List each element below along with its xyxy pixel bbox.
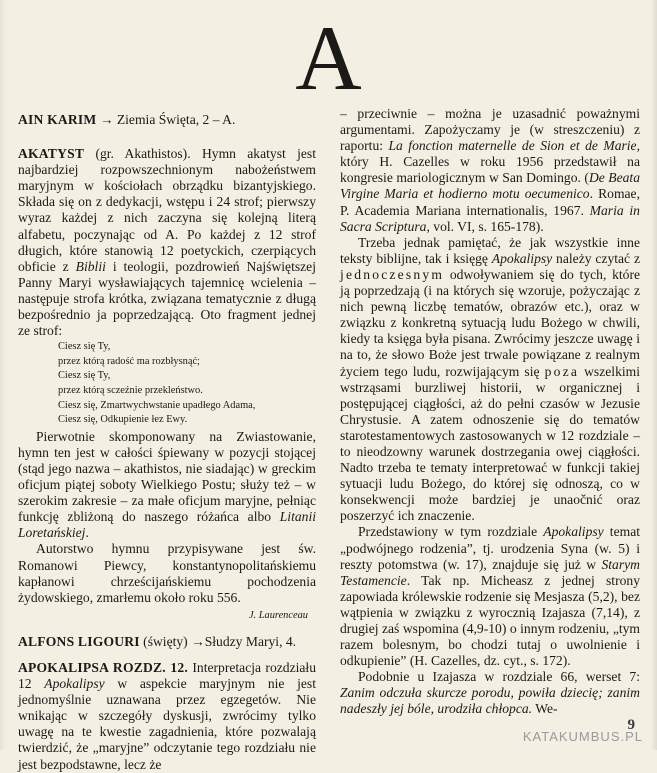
- entry-emphasis: Apokalipsy: [44, 676, 105, 692]
- entry-emphasis: Biblii: [75, 258, 106, 274]
- entry-head: AKATYST: [18, 146, 85, 162]
- watermark: KATAKUMBUS.PL: [522, 729, 643, 744]
- entry-text: Słudzy Maryi, 4.: [204, 633, 297, 649]
- paragraph-text: należy czytać z: [552, 250, 640, 266]
- paragraph-text: wszelkimi wstrząsami burzliwej historii, w organicznej i postępującej ciągłości, aż do pełni czasów w Jezusie Chrystusie. A zatem odnoszenie się do tematów starotestamentowych zastosowanych w 12 rozdziale – to nieodzowny warunek dostrzegania owej ciągłości. Nadto trzeba te tematy interpretować w funkcji takiej sytuacji ludu Bożego, do której się odnoszą, co w konsekwencji może bardziej je unaočnić oraz poszerzyć ich znaczenie.: [340, 363, 640, 524]
- section-letter: A: [295, 7, 362, 109]
- citation-title: Maria in Sacra Scriptura: [340, 202, 640, 234]
- poem-line: Ciesz się, Zmartwychwstanie upadłego Adama,: [58, 399, 256, 411]
- bible-quote: Zanim odczuła skurcze porodu, powiła dziecię; zanim nadeszły jej bóle, urodziła chłopca.: [340, 685, 640, 717]
- page-shadow-right: [651, 0, 657, 750]
- cross-reference-arrow: →: [99, 112, 114, 127]
- cross-reference-arrow: →: [191, 633, 205, 649]
- spaced-emphasis: jednoczesnym: [340, 266, 445, 282]
- page-number: 9: [627, 717, 635, 733]
- poem-line: Ciesz się, Odkupienie łez Ewy.: [58, 414, 188, 426]
- entry-head: ALFONS LIGOURI: [18, 633, 140, 649]
- paragraph-text: Trzeba jednak pamiętać, że jak wszystkie inne teksty biblijne, tak i księgę: [340, 234, 640, 266]
- entry-apokalipsa: [18, 660, 316, 773]
- paragraph: [340, 106, 640, 235]
- entry-text: Ziemia Święta, 2 – A.: [113, 112, 236, 127]
- citation-title: De Beata Virgine Maria et hodierno motu oecumenico: [340, 170, 640, 202]
- paragraph-text: .: [85, 525, 89, 541]
- entry-emphasis: Apokalipsy: [543, 524, 604, 540]
- paragraph-text: temat „podwójnego rodzenia”, tj. urodzenia Syna (w. 5) i reszty potomstwa (w. 17), znajduje się już w: [340, 524, 640, 572]
- entry-emphasis: Starym Testamencie: [340, 556, 640, 588]
- entry-ain-karim: [18, 112, 316, 128]
- entry-text: i teologii, pozdrowień Najświętszej Panny Maryi wysławiających tajemnicę wcielenia – następuje strofa krótka, związana tematycznie z długą bezpośrednio ja poprzedzającą. Oto fragment jednej ze strof:: [18, 258, 316, 339]
- paragraph: [18, 429, 316, 542]
- entry-text: (gr. Akathistos). Hymn akatyst jest najbardziej rozpowszechnionym nabożeństwem maryjnym w kościołach obrządku bizantyjskiego. Składa się on z dedykacji, wstępu i 24 strof; pierwszy wyraz każdej z nich zaczyna się kolejną literą alfabetu, poczynając od A. Po każdej z 12 strof długich, które stanowią 12 poetyckich, czerpiących obficie z: [18, 146, 316, 274]
- paragraph-text: , vol. VI, s. 165-178).: [426, 218, 544, 234]
- right-column: [340, 106, 640, 718]
- author-signature: J. Laurenceau: [248, 609, 308, 621]
- poem-line: Ciesz się Ty,: [58, 341, 111, 353]
- citation-title: La fonction maternelle de Sion et de Marie: [388, 138, 637, 154]
- paragraph-text: Pierwotnie skomponowany na Zwiastowanie, hymn ten jest w całości śpiewany w pozycji stojącej (stąd jego nazwa – akathistos, nie siadając) w greckim oficjum piątej soboty Wielkiego Postu; służy też – w szerokim zakresie – za małe oficjum maryjne, pełniąc funkcję zbliżoną do naszego różańca albo: [18, 428, 316, 525]
- page-shadow-left: [0, 0, 6, 750]
- paragraph: [340, 524, 640, 669]
- entry-text: Interpretacja rozdziału 12: [18, 660, 316, 692]
- entry-emphasis: Apokalipsy: [491, 250, 553, 266]
- paragraph-text: Podobnie u Izajasza w rozdziale 66, werset 7:: [358, 669, 640, 685]
- paragraph-text: We-: [532, 701, 558, 717]
- entry-emphasis: Litanii Loretańskiej: [18, 509, 316, 541]
- paragraph-text: Przedstawiony w tym rozdziale: [358, 524, 544, 540]
- paragraph-text: – przeciwnie – można je uzasadnić poważnymi argumentami. Zapożyczamy je (w streszczeniu) z raportu:: [340, 106, 640, 154]
- left-column: [18, 112, 316, 773]
- paragraph-text: . Tak np. Micheasz z jednej strony zapowiada królewskie rodzenie się Mesjasza (5,2), bez wątpienia w związku z wyrocznią Izajasza (7,14), z drugiej zaś wspomina (4,9-10) o innym rodzeniu, „tym razem bolesnym, bo chodzi tutaj o uwolnienie i odkupienie” (H. Cazelles, dz. cyt., s. 172).: [340, 572, 640, 669]
- entry-alfons: [18, 634, 316, 650]
- hymn-quote: [58, 340, 316, 428]
- paragraph: [340, 669, 640, 717]
- entry-text: (święty): [139, 633, 192, 649]
- paragraph: Autorstwo hymnu przypisywane jest św. Romanowi Piewcy, konstantynopolitańskiemu kapłanowi chrześcijańskiemu pochodzenia żydowskiego, zmarłemu około roku 556.: [18, 541, 316, 605]
- entry-text: w aspekcie maryjnym nie jest jednomyślnie uznawana przez egzegetów. Nie wnikając w szczegóły dyskusji, zwrócimy tylko uwagę na te kwestie zagadnienia, które pozwalają twierdzić, że „maryjne” odczytanie tego rozdziału nie jest bezpodstawne, lecz że: [18, 676, 316, 772]
- paragraph-text: odwoływaniem się do tych, które ją poprzedzają (i na których się wzoruje, pożyczając z nich pewną liczbę tematów, obrazów etc.), oraz w związku z konkretną sytuacją ludu Bożego w chwili, kiedy ta księga była pisana. Zwrócimy jeszcze uwagę i na to, że słowo Boże jest trwale powiązane z realnym życiem tego ludu, rozwijającym się: [340, 266, 640, 379]
- paragraph: [340, 235, 640, 525]
- entry-head: AIN KARIM: [18, 112, 97, 127]
- entry-akatyst: [18, 146, 316, 339]
- poem-line: przez którą sczeźnie przekleństwo.: [58, 385, 203, 396]
- paragraph-text: , który H. Cazelles w roku 1956 przedstawił na kongresie mariologicznym w San Domingo. (: [340, 138, 640, 186]
- poem-line: Ciesz się Ty,: [58, 370, 111, 382]
- spaced-emphasis: poza: [544, 363, 580, 379]
- paragraph-text: . Romae, P. Academia Mariana internationalis, 1967.: [340, 186, 640, 218]
- poem-line: przez którą radość ma rozbłysnąć;: [58, 355, 200, 367]
- entry-head: APOKALIPSA ROZDZ. 12.: [18, 660, 189, 675]
